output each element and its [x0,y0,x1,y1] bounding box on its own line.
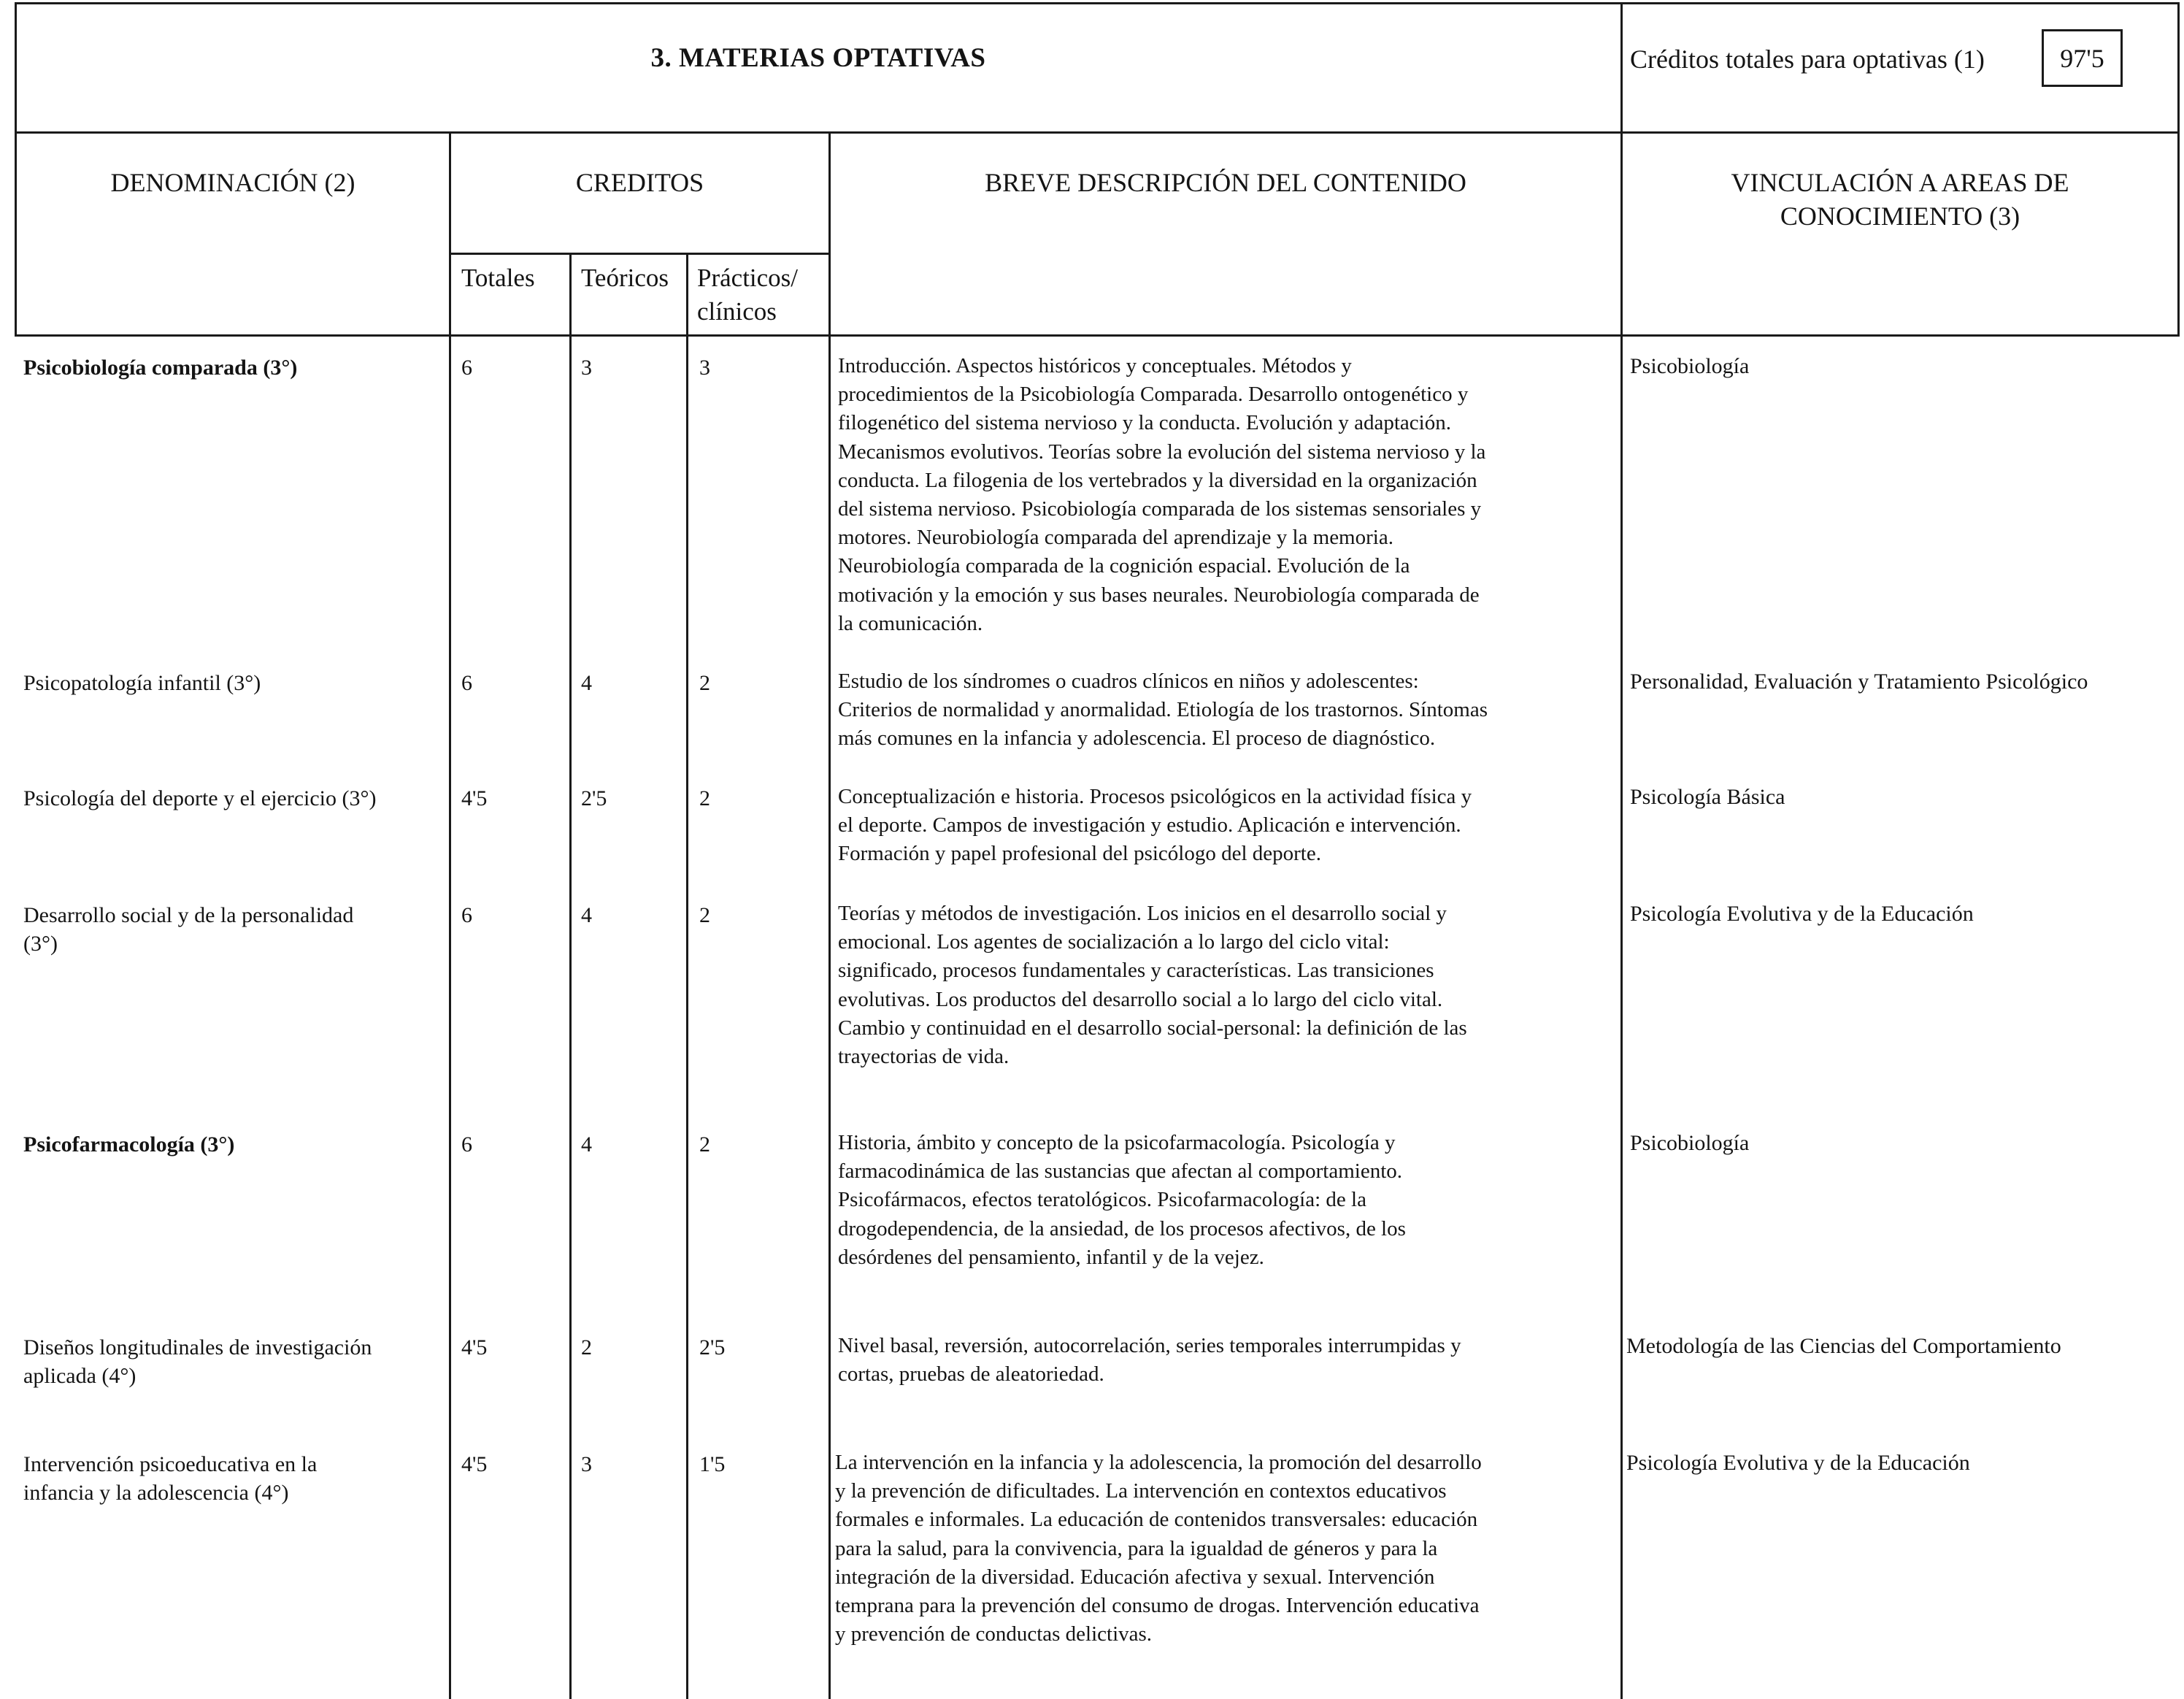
desc-line: emocional. Los agentes de socialización a lo largo del ciclo vital: [838,930,1390,954]
row-description [835,1449,1482,1649]
desc-line: Estudio de los síndromes o cuadros clínicos en niños y adolescentes: [838,670,1419,693]
row-name [23,1333,372,1390]
row-description [838,352,1485,638]
col-header-practicos-2: clínicos [697,297,777,326]
row-description [838,783,1472,869]
desc-line: Criterios de normalidad y anormalidad. Etiología de los trastornos. Síntomas [838,698,1488,722]
row-description [838,900,1467,1071]
desc-line: motivación y la emoción y sus bases neurales. Neurobiología comparada de [838,583,1480,607]
table-right-border [2177,2,2180,337]
row-practicos: 1'5 [699,1452,726,1476]
desc-line: Introducción. Aspectos históricos y conceptuales. Métodos y [838,354,1352,377]
desc-line: y la prevención de dificultades. La intervención en contextos educativos [835,1479,1447,1503]
name-line: Desarrollo social y de la personalidad [23,903,354,927]
row-name: Psicofarmacología (3°) [23,1132,235,1157]
col-header-vinculacion-2: CONOCIMIENTO (3) [1780,202,2020,231]
row-area: Psicología Evolutiva y de la Educación [1630,902,1974,926]
desc-line: evolutivas. Los productos del desarrollo social a lo largo del ciclo vital. [838,987,1443,1011]
desc-line: más comunes en la infancia y adolescencia. El proceso de diagnóstico. [838,726,1436,751]
desc-line: integración de la diversidad. Educación afectiva y sexual. Intervención [835,1565,1435,1589]
desc-line: Mecanismos evolutivos. Teorías sobre la evolución del sistema nervioso y la [838,440,1486,464]
desc-line: cortas, pruebas de aleatoriedad. [838,1362,1104,1387]
desc-line: farmacodinámica de las sustancias que afectan al comportamiento. [838,1159,1403,1184]
credits-total-value: 97'5 [2042,29,2123,87]
row-description [838,667,1488,753]
header-divider [15,131,2180,134]
row-name [23,1450,317,1507]
row-description [838,1332,1461,1389]
row-totales: 4'5 [461,1452,488,1476]
col-header-denominacion: DENOMINACIÓN (2) [110,168,355,197]
row-area: Psicología Evolutiva y de la Educación [1626,1451,1970,1475]
col-divider-5 [1620,2,1623,1699]
row-area: Psicobiología [1630,354,1750,378]
desc-line: Cambio y continuidad en el desarrollo social-personal: la definición de las [838,1016,1467,1040]
desc-line: temprana para la prevención del consumo de drogas. Intervención educativa [835,1594,1480,1618]
desc-line: Teorías y métodos de investigación. Los inicios en el desarrollo social y [838,902,1447,925]
row-area: Psicobiología [1630,1131,1750,1155]
row-name: Psicopatología infantil (3°) [23,671,261,695]
col-divider-1 [449,131,451,1699]
name-line: (3°) [23,932,58,956]
col-header-creditos: CREDITOS [575,168,704,197]
row-totales: 4'5 [461,786,488,810]
row-teoricos: 4 [581,903,592,927]
name-line: infancia y la adolescencia (4°) [23,1481,289,1506]
desc-line: para la salud, para la convivencia, para la igualdad de géneros y para la [835,1536,1438,1560]
desc-line: formales e informales. La educación de contenidos transversales: educación [835,1508,1478,1532]
row-totales: 6 [461,903,472,927]
table-top-border [15,2,2180,4]
col-divider-2 [569,253,572,1699]
desc-line: conducta. La filogenia de los vertebrados y la diversidad en la organización [838,468,1477,492]
name-line: Intervención psicoeducativa en la [23,1452,318,1476]
page-title: 3. MATERIAS OPTATIVAS [650,43,986,73]
desc-line: motores. Neurobiología comparada del aprendizaje y la memoria. [838,526,1393,550]
desc-line: Conceptualización e historia. Procesos psicológicos en la actividad física y [838,785,1472,808]
desc-line: trayectorias de vida. [838,1045,1010,1069]
col-header-practicos-1: Prácticos/ [697,264,799,292]
column-header-bottom-border [15,334,2180,337]
desc-line: Historia, ámbito y concepto de la psicofarmacología. Psicología y [838,1131,1396,1154]
desc-line: la comunicación. [838,611,983,635]
row-teoricos: 3 [581,1452,592,1476]
row-practicos: 2 [699,1132,710,1157]
desc-line: filogenético del sistema nervioso y la conducta. Evolución y adaptación. [838,411,1451,435]
desc-line: La intervención en la infancia y la adolescencia, la promoción del desarrollo [835,1451,1482,1474]
row-practicos: 2 [699,903,710,927]
credits-subheader-divider [450,253,830,255]
desc-line: Formación y papel profesional del psicólogo del deporte. [838,842,1321,866]
row-teoricos: 2'5 [581,786,607,810]
row-name: Psicología del deporte y el ejercicio (3°) [23,786,377,810]
desc-line: el deporte. Campos de investigación y estudio. Aplicación e intervención. [838,813,1461,837]
row-name: Psicobiología comparada (3°) [23,356,298,380]
desc-line: significado, procesos fundamentales y características. Las transiciones [838,959,1434,983]
col-divider-3 [686,253,688,1699]
row-totales: 6 [461,671,472,695]
desc-line: drogodependencia, de la ansiedad, de los procesos afectivos, de los [838,1216,1406,1240]
row-practicos: 3 [699,356,710,380]
credits-total-label: Créditos totales para optativas (1) [1630,45,1985,74]
col-header-vinculacion-1: VINCULACIÓN A AREAS DE [1731,168,2069,197]
col-header-teoricos: Teóricos [581,264,669,292]
row-practicos: 2 [699,671,710,695]
row-practicos: 2 [699,786,710,810]
row-teoricos: 2 [581,1335,592,1359]
row-practicos: 2'5 [699,1335,726,1359]
col-header-descripcion: BREVE DESCRIPCIÓN DEL CONTENIDO [985,168,1466,197]
desc-line: y prevención de conductas delictivas. [835,1622,1153,1646]
col-divider-4 [828,131,831,1699]
row-totales: 6 [461,1132,472,1157]
desc-line: Nivel basal, reversión, autocorrelación, series temporales interrumpidas y [838,1334,1461,1357]
row-teoricos: 4 [581,671,592,695]
col-header-totales: Totales [461,264,535,292]
row-area: Psicología Básica [1630,785,1785,809]
row-teoricos: 3 [581,356,592,380]
desc-line: Neurobiología comparada de la cognición espacial. Evolución de la [838,554,1410,578]
name-line: aplicada (4°) [23,1364,136,1389]
row-area: Metodología de las Ciencias del Comportamiento [1626,1334,2061,1358]
desc-line: desórdenes del pensamiento, infantil y de la vejez. [838,1245,1264,1269]
name-line: Diseños longitudinales de investigación [23,1335,372,1359]
desc-line: del sistema nervioso. Psicobiología comparada de los sistemas sensoriales y [838,497,1482,521]
row-totales: 6 [461,356,472,380]
row-name [23,901,353,958]
row-area: Personalidad, Evaluación y Tratamiento Psicológico [1630,670,2088,694]
row-totales: 4'5 [461,1335,488,1359]
desc-line: Psicofármacos, efectos teratológicos. Psicofarmacología: de la [838,1188,1366,1212]
row-teoricos: 4 [581,1132,592,1157]
row-description [838,1129,1406,1272]
desc-line: procedimientos de la Psicobiología Comparada. Desarrollo ontogenético y [838,383,1469,407]
